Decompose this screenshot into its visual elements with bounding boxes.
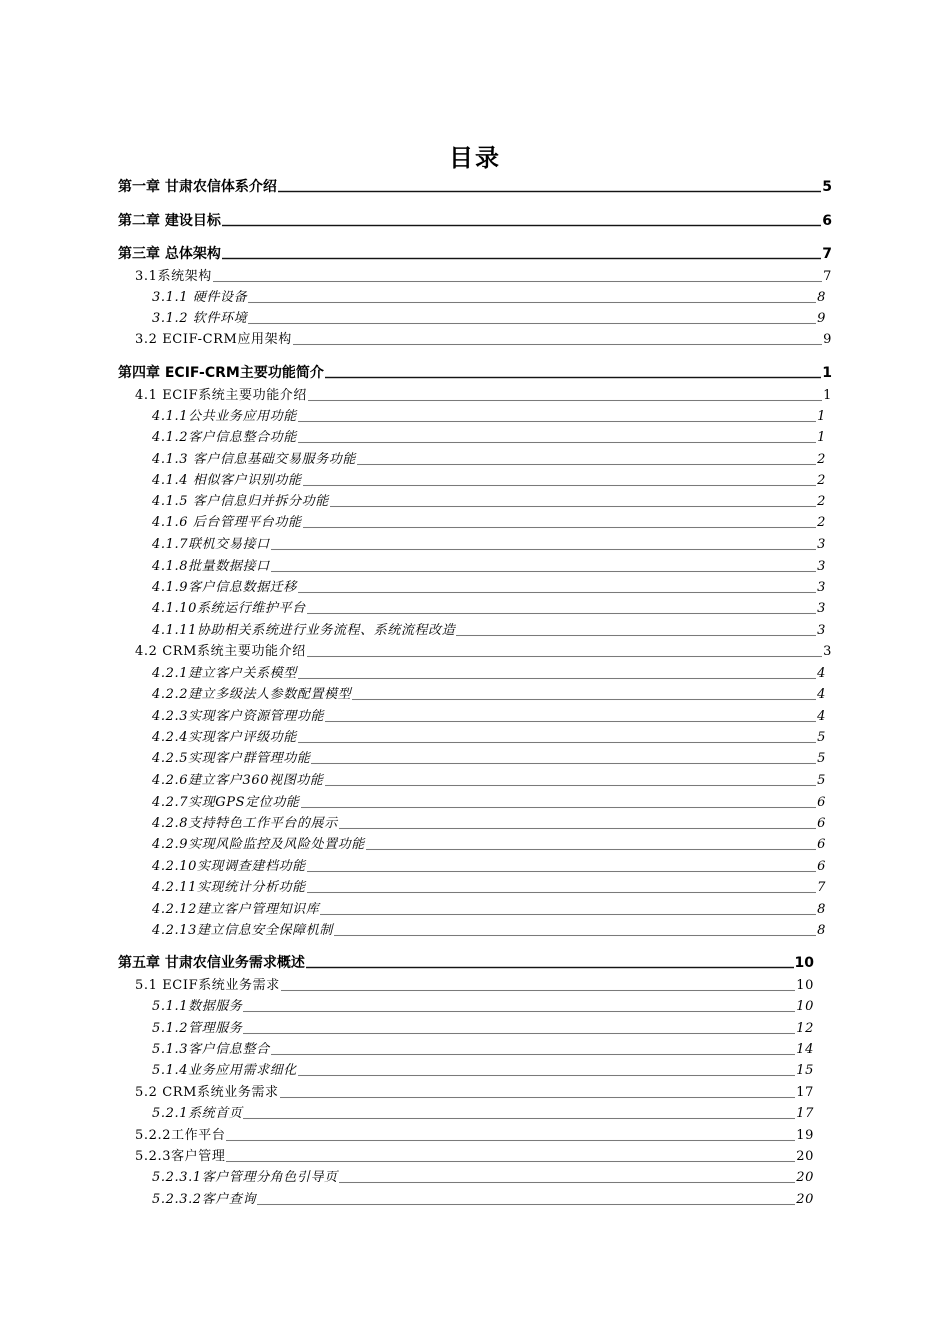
toc-entry-title: 第一章 甘肃农信体系介绍 — [118, 179, 277, 195]
toc-entry[interactable] — [152, 1103, 814, 1124]
toc-entry-title: 第五章 甘肃农信业务需求概述 — [118, 955, 305, 971]
toc-entry[interactable] — [118, 210, 832, 231]
toc-page-number: 17 — [796, 1085, 814, 1100]
toc-entry[interactable] — [152, 813, 826, 834]
toc-leader-dots — [307, 654, 822, 658]
toc-page-number: 6 — [817, 816, 826, 831]
toc-entry[interactable] — [152, 1167, 814, 1188]
toc-page-number: 14 — [796, 1042, 814, 1057]
toc-page-number: 2 — [817, 452, 826, 467]
toc-entry[interactable] — [152, 899, 826, 920]
toc-entry-title: 4.2.8支持特色工作平台的展示 — [152, 816, 338, 831]
toc-leader-dots — [334, 933, 816, 937]
toc-page-number: 5 — [817, 730, 826, 745]
toc-page-number: 3 — [817, 559, 826, 574]
toc-entry-title: 4.1.7联机交易接口 — [152, 537, 270, 552]
toc-leader-dots — [325, 375, 821, 379]
toc-page-number: 10 — [796, 978, 814, 993]
toc-leader-dots — [311, 761, 816, 765]
toc-page-number: 1 — [817, 430, 826, 445]
toc-page-number: 20 — [796, 1192, 814, 1207]
toc-leader-dots — [303, 483, 817, 487]
toc-page-number: 1 — [822, 365, 832, 381]
toc-page-number: 6 — [817, 859, 826, 874]
toc-entry[interactable] — [118, 362, 832, 383]
toc-leader-dots — [357, 462, 816, 466]
toc-leader-dots — [298, 676, 816, 680]
toc-entry-title: 4.2.5实现客户群管理功能 — [152, 751, 311, 766]
toc-entry-title: 4.1.1公共业务应用功能 — [152, 409, 297, 424]
toc-entry-title: 5.1.2管理服务 — [152, 1021, 243, 1036]
toc-entry[interactable] — [152, 663, 826, 684]
toc-leader-dots — [339, 826, 816, 830]
toc-page-number: 4 — [817, 687, 826, 702]
toc-leader-dots — [306, 965, 794, 969]
toc-entry[interactable] — [152, 427, 826, 448]
toc-entry-title: 4.1.5 客户信息归并拆分功能 — [152, 494, 329, 509]
toc-page-number: 5 — [817, 751, 826, 766]
toc-entry[interactable] — [152, 534, 826, 555]
toc-page-number: 3 — [817, 580, 826, 595]
toc-entry-title: 4.1.3 客户信息基础交易服务功能 — [152, 452, 357, 467]
toc-entry[interactable] — [152, 577, 826, 598]
toc-entry[interactable] — [152, 1189, 814, 1210]
toc-entry-title: 第二章 建设目标 — [118, 213, 221, 229]
toc-page-number: 12 — [796, 1021, 814, 1036]
toc-entry-title: 4.2.12建立客户管理知识库 — [152, 902, 320, 917]
toc-page-number: 20 — [796, 1149, 814, 1164]
toc-leader-dots — [298, 740, 816, 744]
toc-entry[interactable] — [152, 512, 826, 533]
toc-entry-title: 5.1 ECIF系统业务需求 — [135, 978, 280, 993]
toc-leader-dots — [320, 912, 816, 916]
toc-entry-title: 5.1.4业务应用需求细化 — [152, 1063, 297, 1078]
toc-leader-dots — [248, 321, 816, 325]
toc-leader-dots — [271, 569, 816, 573]
toc-entry-title: 4.2 CRM系统主要功能介绍 — [135, 644, 306, 659]
toc-entry-title: 4.2.10实现调查建档功能 — [152, 859, 306, 874]
toc-entry[interactable] — [135, 1082, 814, 1103]
toc-entry-title: 4.2.11实现统计分析功能 — [152, 880, 306, 895]
toc-entry[interactable] — [152, 1060, 814, 1081]
toc-page-number: 7 — [822, 246, 832, 262]
toc-page-number: 8 — [817, 923, 826, 938]
toc-entry[interactable] — [135, 641, 832, 662]
toc-entry[interactable] — [135, 329, 832, 350]
toc-page-number: 19 — [796, 1128, 814, 1143]
toc-leader-dots — [308, 398, 822, 402]
toc-entry-title: 4.1.8批量数据接口 — [152, 559, 270, 574]
toc-entry-title: 4.2.13建立信息安全保障机制 — [152, 923, 333, 938]
toc-entry[interactable] — [152, 834, 826, 855]
toc-leader-dots — [307, 890, 816, 894]
toc-entry-title: 第三章 总体架构 — [118, 246, 221, 262]
toc-entry[interactable] — [152, 727, 826, 748]
toc-entry-title: 4.2.4实现客户评级功能 — [152, 730, 297, 745]
toc-leader-dots — [248, 300, 816, 304]
toc-entry-title: 4.2.6建立客户360视图功能 — [152, 773, 324, 788]
toc-entry[interactable] — [118, 952, 814, 973]
toc-leader-dots — [226, 1159, 795, 1163]
toc-leader-dots — [352, 697, 816, 701]
toc-page-number: 20 — [796, 1170, 814, 1185]
toc-entry-title: 5.2.3客户管理 — [135, 1149, 226, 1164]
toc-entry[interactable] — [135, 385, 832, 406]
toc-entry-title: 4.2.3实现客户资源管理功能 — [152, 709, 325, 724]
toc-page-number: 5 — [817, 773, 826, 788]
toc-page-number: 8 — [817, 902, 826, 917]
toc-entry[interactable] — [135, 266, 832, 287]
toc-entry[interactable] — [152, 491, 826, 512]
toc-entry-title: 5.2.2工作平台 — [135, 1128, 226, 1143]
toc-entry[interactable] — [152, 308, 826, 329]
toc-page-number: 17 — [796, 1106, 814, 1121]
toc-entry[interactable] — [152, 996, 814, 1017]
toc-entry-title: 5.1.1数据服务 — [152, 999, 243, 1014]
toc-leader-dots — [222, 223, 821, 227]
toc-entry-title: 4.1.9客户信息数据迁移 — [152, 580, 297, 595]
toc-page-number: 8 — [817, 290, 826, 305]
toc-entry-title: 5.2.1系统首页 — [152, 1106, 243, 1121]
toc-leader-dots — [456, 633, 816, 637]
toc-entry-title: 4.1.6 后台管理平台功能 — [152, 515, 302, 530]
toc-leader-dots — [298, 440, 816, 444]
toc-entry-title: 3.1系统架构 — [135, 269, 212, 284]
toc-entry[interactable] — [152, 598, 826, 619]
toc-leader-dots — [213, 279, 822, 283]
toc-entry[interactable] — [118, 243, 832, 264]
toc-page-number: 4 — [817, 666, 826, 681]
toc-leader-dots — [271, 547, 816, 551]
toc-leader-dots — [330, 504, 816, 508]
toc-entry-title: 4.2.9实现风险监控及风险处置功能 — [152, 837, 365, 852]
toc-entry[interactable] — [152, 1039, 814, 1060]
toc-entry-title: 3.1.1 硬件设备 — [152, 290, 248, 305]
toc-entry[interactable] — [152, 877, 826, 898]
toc-entry-title: 5.2 CRM系统业务需求 — [135, 1085, 279, 1100]
toc-entry-title: 4.2.2建立多级法人参数配置模型 — [152, 687, 352, 702]
toc-entry[interactable] — [152, 856, 826, 877]
toc-page-number: 3 — [823, 644, 832, 659]
toc-leader-dots — [293, 342, 822, 346]
toc-entry[interactable] — [152, 470, 826, 491]
toc-entry[interactable] — [135, 975, 814, 996]
toc-entry-title: 4.1.11协助相关系统进行业务流程、系统流程改造 — [152, 623, 456, 638]
toc-entry-title: 4.1.10系统运行维护平台 — [152, 601, 306, 616]
toc-leader-dots — [271, 1052, 796, 1056]
toc-leader-dots — [281, 988, 795, 992]
toc-entry-title: 3.2 ECIF-CRM应用架构 — [135, 332, 292, 347]
toc-page-number: 5 — [822, 179, 832, 195]
toc-leader-dots — [325, 719, 816, 723]
toc-entry-title: 4.1.4 相似客户识别功能 — [152, 473, 302, 488]
toc-entry[interactable] — [152, 1018, 814, 1039]
toc-title: 目录 — [449, 144, 501, 172]
toc-page-number: 3 — [817, 537, 826, 552]
toc-entry[interactable] — [152, 770, 826, 791]
toc-entry[interactable] — [135, 1146, 814, 1167]
toc-page-number: 1 — [817, 409, 826, 424]
toc-leader-dots — [243, 1009, 795, 1013]
toc-entry-title: 5.2.3.1客户管理分角色引导页 — [152, 1170, 338, 1185]
toc-page-number: 6 — [817, 837, 826, 852]
toc-entry[interactable] — [152, 792, 826, 813]
toc-entry[interactable] — [118, 176, 832, 197]
toc-entry[interactable] — [152, 620, 826, 641]
toc-entry-title: 3.1.2 软件环境 — [152, 311, 248, 326]
toc-entry[interactable] — [135, 1125, 814, 1146]
toc-page-number: 1 — [823, 388, 832, 403]
toc-leader-dots — [280, 1095, 796, 1099]
toc-leader-dots — [301, 805, 817, 809]
toc-page-number: 10 — [796, 999, 814, 1014]
toc-leader-dots — [257, 1202, 795, 1206]
toc-entry-title: 4.1 ECIF系统主要功能介绍 — [135, 388, 307, 403]
toc-entry[interactable] — [152, 556, 826, 577]
toc-leader-dots — [325, 783, 817, 787]
toc-leader-dots — [298, 1073, 795, 1077]
toc-leader-dots — [366, 847, 816, 851]
toc-entry-title: 5.1.3客户信息整合 — [152, 1042, 270, 1057]
toc-entry[interactable] — [152, 449, 826, 470]
toc-entry-title: 4.1.2客户信息整合功能 — [152, 430, 297, 445]
toc-entry-title: 4.2.7实现GPS定位功能 — [152, 795, 300, 810]
toc-page-number: 9 — [817, 311, 826, 326]
toc-page-number: 3 — [817, 623, 826, 638]
toc-leader-dots — [307, 869, 816, 873]
toc-leader-dots — [307, 611, 816, 615]
toc-leader-dots — [298, 590, 816, 594]
toc-page-number: 4 — [817, 709, 826, 724]
toc-leader-dots — [339, 1180, 796, 1184]
toc-page-number: 9 — [823, 332, 832, 347]
toc-page-number: 7 — [817, 880, 826, 895]
toc-entry[interactable] — [152, 406, 826, 427]
toc-leader-dots — [222, 256, 821, 260]
toc-page-number: 6 — [822, 213, 832, 229]
toc-entry-title: 第四章 ECIF-CRM主要功能简介 — [118, 365, 324, 381]
toc-page-number: 7 — [823, 269, 832, 284]
toc-leader-dots — [303, 525, 817, 529]
toc-leader-dots — [243, 1031, 795, 1035]
toc-entry-title: 5.2.3.2客户查询 — [152, 1192, 257, 1207]
toc-page-number: 2 — [817, 494, 826, 509]
toc-page-number: 3 — [817, 601, 826, 616]
toc-leader-dots — [278, 189, 821, 193]
toc-page-number: 10 — [794, 955, 814, 971]
toc-leader-dots — [226, 1138, 795, 1142]
toc-page-number: 6 — [817, 795, 826, 810]
toc-page-number: 2 — [817, 473, 826, 488]
toc-entry[interactable] — [152, 684, 826, 705]
toc-entry[interactable] — [152, 287, 826, 308]
toc-entry-title: 4.2.1建立客户关系模型 — [152, 666, 297, 681]
toc-entry[interactable] — [152, 920, 826, 941]
toc-leader-dots — [298, 419, 816, 423]
toc-entry[interactable] — [152, 706, 826, 727]
toc-leader-dots — [243, 1116, 795, 1120]
toc-page-number: 2 — [817, 515, 826, 530]
toc-entry[interactable] — [152, 748, 826, 769]
toc-page-number: 15 — [796, 1063, 814, 1078]
